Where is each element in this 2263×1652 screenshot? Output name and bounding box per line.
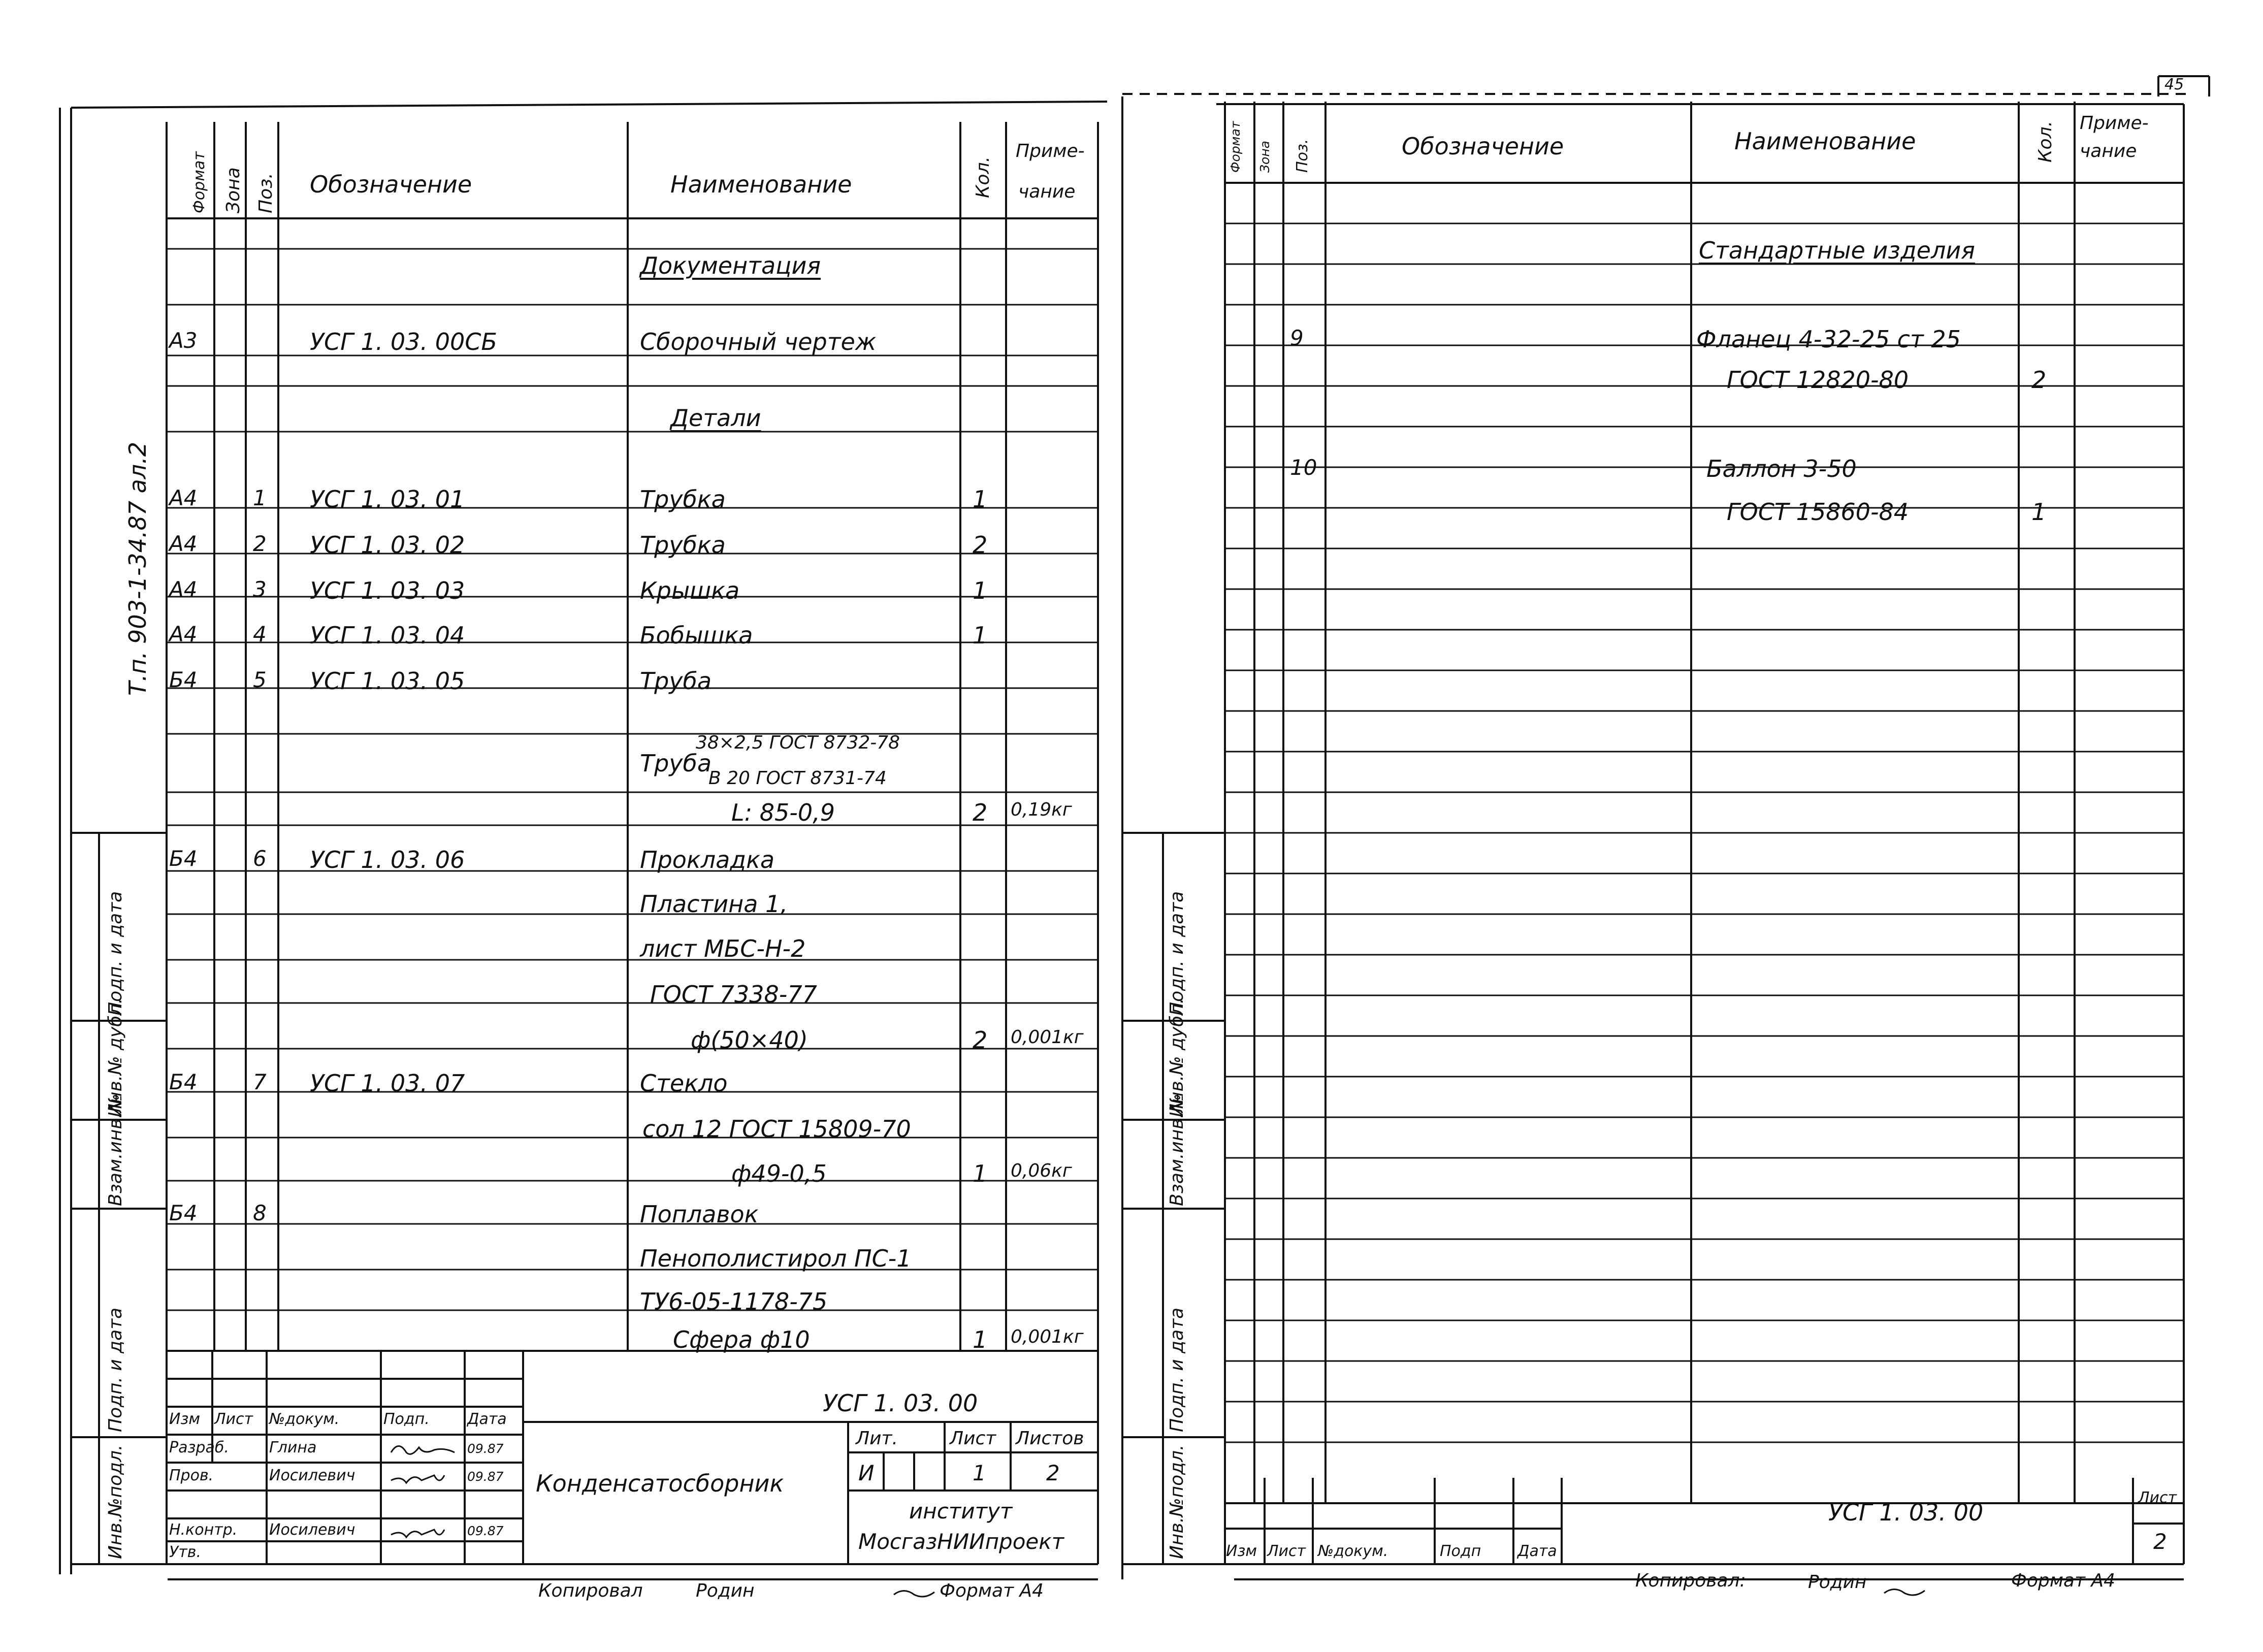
row-format: Б4 bbox=[169, 667, 198, 692]
row-designation: УСГ 1. 03. 01 bbox=[310, 485, 465, 513]
side-label-sign-date: Подп. и дата bbox=[105, 891, 126, 1016]
row-name: Труба bbox=[640, 667, 712, 695]
page-corner-number: 45 bbox=[2164, 76, 2184, 93]
stamp-lit-value: И bbox=[858, 1461, 875, 1485]
stamp-sheets-value: 2 bbox=[1046, 1461, 1060, 1485]
r-row-quantity: 1 bbox=[2031, 498, 2047, 526]
r-side-label-sign-date-2: Подп. и дата bbox=[1167, 1307, 1187, 1432]
row-name: ф49-0,5 bbox=[731, 1160, 827, 1187]
row-designation: УСГ 1. 03. 05 bbox=[310, 667, 465, 695]
stamp-role-developer: Разраб. bbox=[169, 1439, 229, 1456]
r-stamp-col-list: Лист bbox=[1267, 1542, 1306, 1560]
side-label-replace-inv: Взам.инв.№ bbox=[105, 1093, 126, 1206]
row-designation: УСГ 1. 03. 04 bbox=[310, 622, 465, 649]
r-row-name: ГОСТ 12820-80 bbox=[1727, 366, 1909, 394]
row-note: 0,19кг bbox=[1011, 799, 1072, 820]
stamp-name-norm-control: Иосилевич bbox=[269, 1521, 355, 1539]
row-name: Прокладка bbox=[640, 846, 775, 873]
r-header-pos: Поз. bbox=[1294, 139, 1311, 173]
r-row-quantity: 2 bbox=[2031, 366, 2047, 394]
row-format: А4 bbox=[169, 531, 198, 556]
row-designation: УСГ 1. 03. 02 bbox=[310, 531, 465, 559]
footer-copier: Родин bbox=[696, 1580, 755, 1601]
r-side-label-orig-inv: Инв.№подл. bbox=[1167, 1444, 1187, 1559]
row-note: 0,06кг bbox=[1011, 1160, 1072, 1181]
stamp-sheet-value: 1 bbox=[973, 1461, 986, 1485]
stamp-role-checker: Пров. bbox=[169, 1467, 214, 1484]
r-row-name: Стандартные изделия bbox=[1699, 237, 1975, 264]
stamp-col-izm: Изм bbox=[169, 1410, 201, 1428]
r-stamp-col-doc: №докум. bbox=[1318, 1542, 1388, 1560]
r-stamp-col-sign: Подп bbox=[1440, 1542, 1481, 1560]
r-header-note-2: чание bbox=[2080, 141, 2137, 161]
stamp-col-sign: Подп. bbox=[383, 1410, 430, 1428]
r-side-label-replace-inv: Взам.инв.№ bbox=[1167, 1093, 1187, 1206]
r-footer-copier: Родин bbox=[1808, 1572, 1867, 1593]
row-designation: УСГ 1. 03. 03 bbox=[310, 577, 465, 604]
row-format: Б4 bbox=[169, 1070, 198, 1094]
r-header-format: Формат bbox=[1228, 121, 1243, 173]
pipe-spec-1: 38×2,5 ГОСТ 8732-78 bbox=[696, 732, 900, 753]
row-name: Документация bbox=[640, 252, 821, 279]
row-quantity: 1 bbox=[973, 485, 988, 513]
side-label-orig-inv: Инв.№подл. bbox=[105, 1444, 126, 1559]
stamp-org-2: МосгазНИИпроект bbox=[858, 1529, 1064, 1554]
row-name: ТУ6-05-1178-75 bbox=[640, 1288, 828, 1315]
row-designation: УСГ 1. 03. 00СБ bbox=[310, 328, 497, 355]
row-position: 5 bbox=[253, 667, 267, 692]
stamp-name-checker: Иосилевич bbox=[269, 1467, 355, 1484]
r-header-designation: Обозначение bbox=[1402, 133, 1564, 160]
row-quantity: 1 bbox=[973, 577, 988, 604]
stamp-org-1: институт bbox=[909, 1499, 1013, 1524]
r-row-position: 9 bbox=[1290, 326, 1304, 350]
row-name: L: 85-0,9 bbox=[731, 799, 835, 826]
row-format: А3 bbox=[169, 328, 198, 353]
stamp-name-developer: Глина bbox=[269, 1439, 317, 1456]
r-stamp-col-izm: Изм bbox=[1226, 1542, 1257, 1560]
row-name: Сфера ф10 bbox=[673, 1326, 810, 1353]
r-row-position: 10 bbox=[1290, 455, 1317, 480]
row-position: 7 bbox=[253, 1070, 267, 1094]
row-position: 2 bbox=[253, 531, 267, 556]
row-name: Бобышка bbox=[640, 622, 753, 649]
r-header-zone: Зона bbox=[1257, 141, 1272, 173]
row-name: Пенополистирол ПС-1 bbox=[640, 1245, 912, 1272]
r-stamp-code: УСГ 1. 03. 00 bbox=[1828, 1499, 1984, 1526]
stamp-date-developer: 09.87 bbox=[467, 1441, 504, 1456]
r-side-label-dup-inv: Инв.№ дубл. bbox=[1167, 998, 1187, 1117]
row-designation: УСГ 1. 03. 07 bbox=[310, 1070, 465, 1097]
stamp-title: Конденсатосборник bbox=[536, 1470, 784, 1497]
stamp-col-date: Дата bbox=[467, 1410, 507, 1428]
row-format: Б4 bbox=[169, 1201, 198, 1225]
header-note-2: чание bbox=[1018, 181, 1076, 202]
side-label-sign-date-2: Подп. и дата bbox=[105, 1307, 126, 1432]
header-zone: Зона bbox=[223, 167, 244, 213]
row-position: 6 bbox=[253, 846, 267, 871]
row-name: лист МБС-Н-2 bbox=[640, 935, 806, 962]
r-header-note-1: Приме- bbox=[2080, 113, 2149, 134]
footer-copied-label: Копировал bbox=[538, 1580, 643, 1601]
stamp-code: УСГ 1. 03. 00 bbox=[823, 1389, 978, 1417]
footer-format: Формат А4 bbox=[940, 1580, 1044, 1601]
r-stamp-sheet-value: 2 bbox=[2153, 1529, 2167, 1554]
document-code: Т.п. 903-1-34.87 ал.2 bbox=[124, 441, 151, 696]
r-side-label-sign-date: Подп. и дата bbox=[1167, 891, 1187, 1016]
row-name: Детали bbox=[670, 404, 761, 432]
row-quantity: 2 bbox=[973, 531, 988, 559]
row-position: 4 bbox=[253, 622, 267, 646]
stamp-date-norm-control: 09.87 bbox=[467, 1524, 504, 1538]
stamp-role-norm-control: Н.контр. bbox=[169, 1521, 238, 1539]
row-name: Сборочный чертеж bbox=[640, 328, 877, 355]
stamp-lit-label: Лит. bbox=[856, 1428, 898, 1449]
row-quantity: 2 bbox=[973, 1026, 988, 1054]
header-format: Формат bbox=[190, 151, 208, 213]
header-pos: Поз. bbox=[255, 173, 276, 213]
stamp-col-list: Лист bbox=[214, 1410, 253, 1428]
r-footer-copied-label: Копировал: bbox=[1635, 1570, 1746, 1591]
row-quantity: 1 bbox=[973, 1326, 988, 1353]
row-position: 3 bbox=[253, 577, 267, 602]
pipe-spec-2: В 20 ГОСТ 8731-74 bbox=[708, 768, 887, 789]
r-stamp-sheet-label: Лист bbox=[2138, 1489, 2177, 1507]
row-name: Пластина 1, bbox=[640, 890, 788, 918]
side-label-dup-inv: Инв.№ дубл. bbox=[105, 998, 126, 1117]
row-format: Б4 bbox=[169, 846, 198, 871]
r-row-name: Фланец 4-32-25 ст 25 bbox=[1696, 326, 1961, 353]
row-position: 8 bbox=[253, 1201, 267, 1225]
stamp-role-approved: Утв. bbox=[169, 1543, 201, 1561]
row-quantity: 2 bbox=[973, 799, 988, 826]
r-header-qty: Кол. bbox=[2035, 120, 2056, 163]
header-qty: Кол. bbox=[973, 156, 993, 198]
stamp-date-checker: 09.87 bbox=[467, 1469, 504, 1484]
stamp-sheet-label: Лист bbox=[950, 1428, 996, 1449]
stamp-sheets-label: Листов bbox=[1016, 1428, 1084, 1449]
row-name: Стекло bbox=[640, 1070, 728, 1097]
row-format: А4 bbox=[169, 577, 198, 602]
row-note: 0,001кг bbox=[1011, 1326, 1084, 1347]
stamp-col-doc: №докум. bbox=[269, 1410, 340, 1428]
row-name: сол 12 ГОСТ 15809-70 bbox=[642, 1115, 911, 1143]
row-name: ГОСТ 7338-77 bbox=[650, 981, 817, 1008]
row-designation: УСГ 1. 03. 06 bbox=[310, 846, 465, 873]
row-name: Поплавок bbox=[640, 1201, 759, 1228]
row-position: 1 bbox=[253, 485, 267, 510]
r-row-name: ГОСТ 15860-84 bbox=[1727, 498, 1909, 526]
row-name: Трубка bbox=[640, 485, 726, 513]
r-header-name: Наименование bbox=[1734, 127, 1916, 155]
header-note-1: Приме- bbox=[1016, 141, 1085, 161]
row-format: А4 bbox=[169, 622, 198, 646]
r-row-name: Баллон 3-50 bbox=[1706, 455, 1857, 482]
row-quantity: 1 bbox=[973, 622, 988, 649]
header-designation: Обозначение bbox=[310, 171, 472, 198]
row-format: А4 bbox=[169, 485, 198, 510]
r-stamp-col-date: Дата bbox=[1517, 1542, 1557, 1560]
row-name: ф(50×40) bbox=[691, 1026, 808, 1054]
row-name: Трубка bbox=[640, 531, 726, 559]
row-quantity: 1 bbox=[973, 1160, 988, 1187]
row-name: Труба bbox=[640, 750, 712, 777]
r-footer-format: Формат А4 bbox=[2011, 1570, 2116, 1591]
row-note: 0,001кг bbox=[1011, 1027, 1084, 1048]
header-name: Наименование bbox=[670, 171, 852, 198]
row-name: Крышка bbox=[640, 577, 740, 604]
